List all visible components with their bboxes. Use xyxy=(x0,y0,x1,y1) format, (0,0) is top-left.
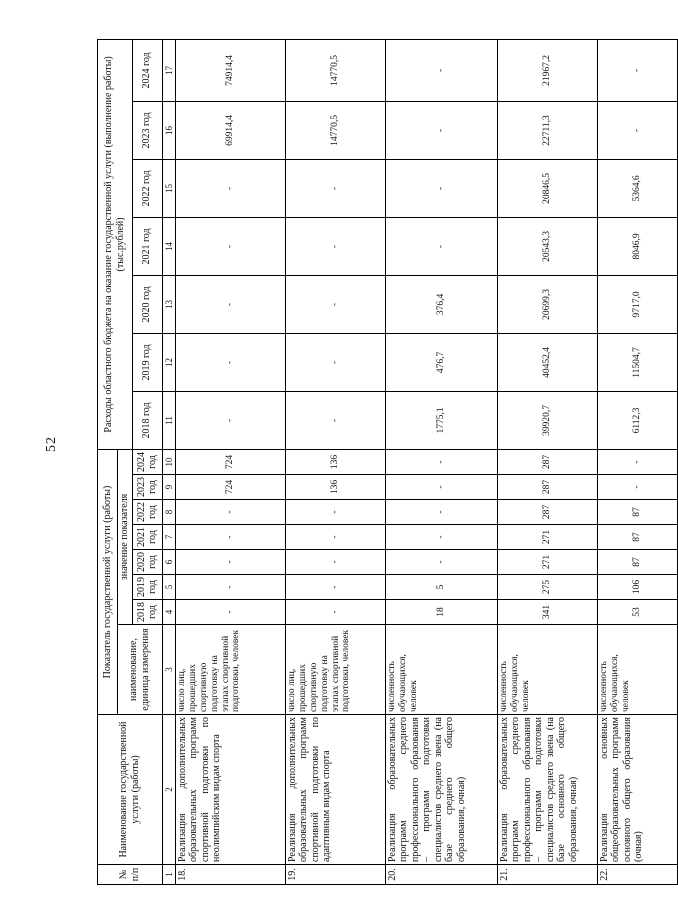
column-index: 5 xyxy=(162,575,175,600)
header-value-year: 2024 год xyxy=(132,449,162,474)
services-table xyxy=(97,39,678,885)
row-number: 20. xyxy=(385,865,497,885)
table-row xyxy=(385,39,497,884)
indicator-value: - xyxy=(175,525,285,550)
indicator-value: 287 xyxy=(497,475,597,500)
indicator-value: 106 xyxy=(597,575,677,600)
indicator-value: 271 xyxy=(497,525,597,550)
column-index: 2 xyxy=(162,715,175,865)
table-row xyxy=(285,39,385,884)
indicator-unit: численность обучающихся, человек xyxy=(597,625,677,715)
expense-value: - xyxy=(175,217,285,275)
column-index: 17 xyxy=(162,39,175,101)
expense-value: 69914,4 xyxy=(175,101,285,159)
service-name: Реализация дополнительных образовательных программ спортивной подготовки по неолимпийским видам спорта xyxy=(175,715,285,865)
header-expense-year: 2020 год xyxy=(132,275,162,333)
indicator-value: - xyxy=(385,525,497,550)
column-index: 6 xyxy=(162,550,175,575)
expense-value: - xyxy=(597,101,677,159)
header-value-year: 2023 год xyxy=(132,475,162,500)
indicator-value: - xyxy=(597,449,677,474)
column-index: 9 xyxy=(162,475,175,500)
column-index: 12 xyxy=(162,333,175,391)
indicator-value: 724 xyxy=(175,449,285,474)
column-index-row xyxy=(162,39,175,884)
expense-value: 22711,3 xyxy=(497,101,597,159)
expense-value: 8046,9 xyxy=(597,217,677,275)
indicator-value: 18 xyxy=(385,600,497,625)
table-body xyxy=(175,39,677,884)
rotated-table-container xyxy=(97,40,645,885)
table-row xyxy=(497,39,597,884)
indicator-value: 287 xyxy=(497,449,597,474)
table-row xyxy=(597,39,677,884)
indicator-value: 87 xyxy=(597,525,677,550)
expense-value: - xyxy=(285,391,385,449)
expense-value: 39920,7 xyxy=(497,391,597,449)
indicator-value: 724 xyxy=(175,475,285,500)
header-expense-year: 2022 год xyxy=(132,159,162,217)
indicator-value: - xyxy=(385,550,497,575)
column-index: 7 xyxy=(162,525,175,550)
column-index: 4 xyxy=(162,600,175,625)
column-index: 13 xyxy=(162,275,175,333)
service-name: Реализация основных общеобразовательных программ основного общего образования (очная) xyxy=(597,715,677,865)
table-row xyxy=(175,39,285,884)
expense-value: - xyxy=(285,159,385,217)
header-num: № п/п xyxy=(98,865,163,885)
indicator-value: 53 xyxy=(597,600,677,625)
expense-value: 376,4 xyxy=(385,275,497,333)
expense-value: 11504,7 xyxy=(597,333,677,391)
expense-value: 5364,6 xyxy=(597,159,677,217)
expense-value: - xyxy=(385,39,497,101)
header-expense-group: Расходы областного бюджета на оказание государственной услуги (выполнение работы) (тыс.рублей) xyxy=(98,39,133,449)
expense-value: 20543,3 xyxy=(497,217,597,275)
row-number: 19. xyxy=(285,865,385,885)
service-name: Реализация образовательных программ среднего профессионального образования – программ подготовки специалистов среднего звена (на базе основного общего образования, очная) xyxy=(497,715,597,865)
indicator-value: 136 xyxy=(285,475,385,500)
row-number: 18. xyxy=(175,865,285,885)
indicator-value: - xyxy=(175,500,285,525)
header-expense-year: 2024 год xyxy=(132,39,162,101)
header-expense-year: 2021 год xyxy=(132,217,162,275)
header-value-year: 2018 год xyxy=(132,600,162,625)
expense-value: 20846,5 xyxy=(497,159,597,217)
indicator-value: 275 xyxy=(497,575,597,600)
expense-value: - xyxy=(385,159,497,217)
header-value-year: 2020 год xyxy=(132,550,162,575)
row-number: 21. xyxy=(497,865,597,885)
indicator-value: - xyxy=(597,475,677,500)
header-service: Наименование государственной услуги (работы) xyxy=(98,715,163,865)
indicator-value: - xyxy=(285,550,385,575)
expense-value: 1775,1 xyxy=(385,391,497,449)
column-index: 16 xyxy=(162,101,175,159)
indicator-value: - xyxy=(175,600,285,625)
header-expense-year: 2023 год xyxy=(132,101,162,159)
header-value-group: значение показателя xyxy=(118,449,133,624)
expense-value: - xyxy=(285,217,385,275)
header-value-year: 2019 год xyxy=(132,575,162,600)
header-value-year: 2021 год xyxy=(132,525,162,550)
indicator-value: - xyxy=(285,500,385,525)
expense-value: - xyxy=(385,217,497,275)
header-value-year: 2022 год xyxy=(132,500,162,525)
header-indicator-group: Показатель государственной услуги (работы) xyxy=(98,449,118,714)
service-name: Реализация дополнительных образовательных программ спортивной подготовки по адаптивным видам спорта xyxy=(285,715,385,865)
expense-value: 20699,3 xyxy=(497,275,597,333)
indicator-value: - xyxy=(285,575,385,600)
expense-value: - xyxy=(285,275,385,333)
indicator-unit: численность обучающихся, человек xyxy=(497,625,597,715)
expense-value: 14770,5 xyxy=(285,39,385,101)
expense-value: - xyxy=(175,275,285,333)
column-index: 1 xyxy=(162,865,175,885)
indicator-value: - xyxy=(285,525,385,550)
header-expense-year: 2018 год xyxy=(132,391,162,449)
column-index: 15 xyxy=(162,159,175,217)
indicator-value: 271 xyxy=(497,550,597,575)
indicator-value: - xyxy=(385,500,497,525)
expense-value: 476,7 xyxy=(385,333,497,391)
indicator-value: 5 xyxy=(385,575,497,600)
expense-value: - xyxy=(175,159,285,217)
page-number: 52 xyxy=(44,436,59,452)
expense-value: - xyxy=(597,39,677,101)
expense-value: - xyxy=(285,333,385,391)
indicator-value: - xyxy=(175,550,285,575)
indicator-value: - xyxy=(285,600,385,625)
column-index: 14 xyxy=(162,217,175,275)
indicator-value: 341 xyxy=(497,600,597,625)
indicator-value: 87 xyxy=(597,550,677,575)
indicator-value: - xyxy=(385,475,497,500)
column-index: 10 xyxy=(162,449,175,474)
expense-value: 74914,4 xyxy=(175,39,285,101)
indicator-unit: численность обучающихся, человек xyxy=(385,625,497,715)
table-header xyxy=(98,39,163,884)
indicator-value: 136 xyxy=(285,449,385,474)
expense-value: 14770,5 xyxy=(285,101,385,159)
column-index: 11 xyxy=(162,391,175,449)
expense-value: - xyxy=(175,391,285,449)
row-number: 22. xyxy=(597,865,677,885)
indicator-value: - xyxy=(175,575,285,600)
column-index: 3 xyxy=(162,625,175,715)
expense-value: - xyxy=(175,333,285,391)
indicator-value: 87 xyxy=(597,500,677,525)
service-name: Реализация образовательных программ среднего профессионального образования – программ подготовки специалистов среднего звена (на базе среднего общего образования, очная) xyxy=(385,715,497,865)
header-unit: наименование, единица измерения xyxy=(118,625,163,715)
expense-value: 40452,4 xyxy=(497,333,597,391)
indicator-value: 287 xyxy=(497,500,597,525)
expense-value: 9717,0 xyxy=(597,275,677,333)
expense-value: 21967,2 xyxy=(497,39,597,101)
expense-value: - xyxy=(385,101,497,159)
indicator-value: - xyxy=(385,449,497,474)
expense-value: 6112,3 xyxy=(597,391,677,449)
indicator-unit: число лиц, прошедших спортивную подготовку на этапах спортивной подготовки, человек xyxy=(175,625,285,715)
column-index: 8 xyxy=(162,500,175,525)
header-expense-year: 2019 год xyxy=(132,333,162,391)
indicator-unit: число лиц, прошедших спортивную подготовку на этапах спортивной подготовки, человек xyxy=(285,625,385,715)
